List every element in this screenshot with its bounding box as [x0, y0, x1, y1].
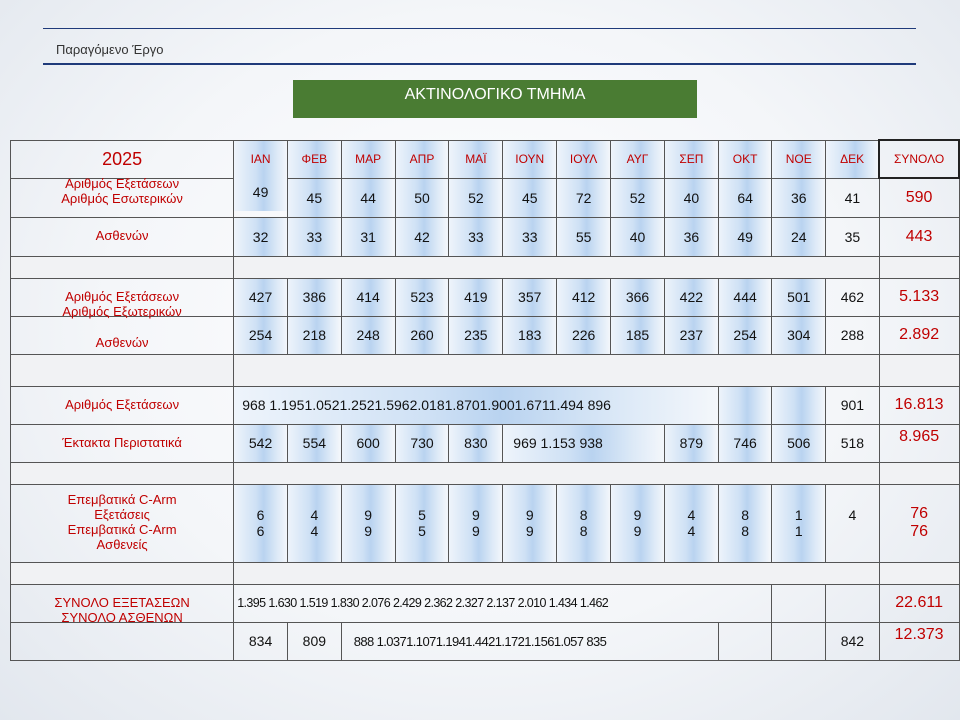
- data-cell: 50: [395, 178, 449, 217]
- year-cell: 2025: [11, 140, 234, 178]
- data-cell: 55: [557, 217, 611, 256]
- data-cell: 44: [341, 178, 395, 217]
- row-label-text: Εξετάσεις: [94, 507, 150, 523]
- data-cell: [341, 484, 395, 562]
- month-header: ΔΕΚ: [826, 140, 880, 178]
- row-label: [11, 484, 234, 562]
- month-header: ΜΑΪ: [449, 140, 503, 178]
- row-label: [11, 278, 234, 319]
- data-cell: 237: [664, 316, 718, 354]
- data-cell: 444: [718, 278, 772, 316]
- carm-patients-value: 4: [687, 523, 696, 539]
- data-cell: 52: [449, 178, 503, 217]
- carm-exams-value: 5: [418, 507, 426, 523]
- data-cell: 33: [503, 217, 557, 256]
- row-label: [11, 175, 234, 217]
- total-cell: 5.133: [879, 278, 959, 316]
- data-cell: 36: [664, 217, 718, 256]
- data-cell: 523: [395, 278, 449, 316]
- emergency-exams-values: 968 1.1951.0521.2521.5962.0181.8701.9001.6711.494 896: [234, 386, 719, 424]
- table-row: [11, 217, 960, 256]
- data-cell: 834: [234, 622, 288, 660]
- data-cell: 969 1.153 938: [503, 424, 665, 462]
- data-cell: 842: [826, 622, 880, 660]
- data-cell: [287, 484, 341, 562]
- data-cell: 600: [341, 424, 395, 462]
- data-cell: 72: [557, 178, 611, 217]
- data-cell: [772, 484, 826, 562]
- row-label-text: Αριθμός Εξετάσεων: [65, 289, 180, 305]
- data-cell: 901: [826, 386, 880, 424]
- spacer-row: [11, 562, 960, 584]
- row-label: [11, 622, 234, 660]
- data-cell: 248: [341, 316, 395, 354]
- data-cell: 422: [664, 278, 718, 316]
- carm-exams-value: 8: [579, 507, 588, 523]
- carm-exams-value: 4: [687, 507, 696, 523]
- header-row: [11, 140, 960, 178]
- data-cell: 746: [718, 424, 772, 462]
- data-cell: 40: [611, 217, 665, 256]
- row-label: Έκτακτα Περιστατικά: [11, 424, 234, 462]
- data-cell: 183: [503, 316, 557, 354]
- data-cell: 32: [234, 217, 288, 256]
- carm-patients-value: 9: [471, 523, 480, 539]
- data-cell: 49: [718, 217, 772, 256]
- total-cell: 16.813: [879, 386, 959, 424]
- total-cell: [879, 622, 959, 660]
- carm-patients-value: 1: [794, 523, 803, 539]
- month-header: ΟΚΤ: [718, 140, 772, 178]
- row-label-text: Επεμβατικά C-Arm: [67, 522, 177, 537]
- data-cell: [826, 584, 880, 622]
- data-cell: 501: [772, 278, 826, 316]
- carm-patients-value: 6: [256, 523, 265, 539]
- carm-exams-value: 1: [794, 507, 803, 523]
- carm-exams-value: 4: [848, 507, 857, 523]
- data-cell: 879: [664, 424, 718, 462]
- table-row: [11, 316, 960, 354]
- table-row: [11, 484, 960, 562]
- table-row: [11, 584, 960, 622]
- carm-exams-value: 4: [310, 507, 319, 523]
- total-cell-text: 8.965: [899, 428, 940, 445]
- data-cell: 554: [287, 424, 341, 462]
- carm-exams-value: 8: [741, 507, 749, 523]
- data-cell: 40: [664, 178, 718, 217]
- data-cell: [234, 484, 288, 562]
- data-cell: 419: [449, 278, 503, 316]
- data-cell: 31: [341, 217, 395, 256]
- total-cell-text: 12.373: [894, 626, 944, 643]
- data-cell: [718, 484, 772, 562]
- carm-patients-value: 9: [633, 523, 642, 539]
- page-subtitle: Παραγόμενο Έργο: [56, 42, 164, 57]
- row-label: [11, 316, 234, 354]
- carm-exams-value: 9: [525, 507, 534, 523]
- total-cell: 22.611: [879, 584, 959, 622]
- data-cell: 218: [287, 316, 341, 354]
- carm-exams-value: 9: [364, 507, 373, 523]
- carm-total-patients: 76: [910, 523, 928, 540]
- row-label: Αριθμός Εξετάσεων: [11, 386, 234, 424]
- data-cell: [611, 484, 665, 562]
- data-cell: 366: [611, 278, 665, 316]
- spacer-row: [11, 354, 960, 386]
- total-cell: [879, 484, 959, 562]
- row-label-text: Ασθενών: [95, 334, 149, 350]
- data-cell: 254: [718, 316, 772, 354]
- row-label-text: Αριθμός Εσωτερικών: [61, 190, 183, 206]
- row-label: [11, 584, 234, 625]
- total-patients-values: 888 1.0371.1071.1941.4421.1721.1561.057 835: [341, 622, 718, 660]
- data-cell: 288: [826, 316, 880, 354]
- data-cell: [449, 484, 503, 562]
- carm-exams-value: 6: [256, 507, 265, 523]
- carm-patients-value: 9: [364, 523, 373, 539]
- month-header: ΣΕΠ: [664, 140, 718, 178]
- data-cell: 414: [341, 278, 395, 316]
- data-cell: 357: [503, 278, 557, 316]
- department-banner: ΑΚΤΙΝΟΛΟΓΙΚΟ ΤΜΗΜΑ: [293, 80, 697, 118]
- data-cell: 506: [772, 424, 826, 462]
- table-row: [11, 278, 960, 316]
- data-cell: 41: [826, 178, 880, 217]
- month-header: ΑΥΓ: [611, 140, 665, 178]
- table-row: [11, 622, 960, 660]
- month-header: ΙΟΥΛ: [557, 140, 611, 178]
- carm-exams-value: 9: [471, 507, 480, 523]
- row-label: Ασθενών: [11, 217, 234, 256]
- data-cell: 33: [449, 217, 503, 256]
- row-label-text: ΣΥΝΟΛΟ ΑΣΘΕΝΩΝ: [61, 610, 183, 625]
- data-cell: [772, 386, 826, 424]
- total-header: ΣΥΝΟΛΟ: [879, 140, 959, 178]
- total-cell: [879, 424, 959, 462]
- data-cell: 427: [234, 278, 288, 316]
- data-cell: [503, 484, 557, 562]
- data-cell: 830: [449, 424, 503, 462]
- month-header: ΜΑΡ: [341, 140, 395, 178]
- total-cell: 590: [879, 178, 959, 217]
- statistics-table: [10, 139, 960, 661]
- data-cell: 730: [395, 424, 449, 462]
- row-label-text: Αριθμός Εξωτερικών: [62, 304, 182, 319]
- data-cell: 809: [287, 622, 341, 660]
- data-cell: 45: [503, 178, 557, 217]
- data-cell: 42: [395, 217, 449, 256]
- carm-exams-value: 9: [633, 507, 642, 523]
- data-cell: 64: [718, 178, 772, 217]
- data-cell: 36: [772, 178, 826, 217]
- month-header: ΝΟΕ: [772, 140, 826, 178]
- data-cell: 542: [234, 424, 288, 462]
- bottom-rule: [43, 63, 916, 65]
- row-label-text: Επεμβατικά C-Arm: [67, 492, 177, 508]
- data-cell: 24: [772, 217, 826, 256]
- data-cell: [395, 484, 449, 562]
- data-cell: 412: [557, 278, 611, 316]
- total-cell: 2.892: [879, 316, 959, 354]
- data-cell: 260: [395, 316, 449, 354]
- data-cell: 35: [826, 217, 880, 256]
- data-cell: 386: [287, 278, 341, 316]
- month-header: ΑΠΡ: [395, 140, 449, 178]
- data-cell: 33: [287, 217, 341, 256]
- total-exams-values: 1.395 1.630 1.519 1.830 2.076 2.429 2.362 2.327 2.137 2.010 1.434 1.462: [234, 584, 772, 622]
- month-header: ΦΕΒ: [287, 140, 341, 178]
- carm-patients-value: 5: [418, 523, 426, 539]
- data-cell: 254: [234, 316, 288, 354]
- data-cell: 462: [826, 278, 880, 316]
- row-label-text: ΣΥΝΟΛΟ ΕΞΕΤΑΣΕΩΝ: [54, 595, 190, 611]
- data-cell: 235: [449, 316, 503, 354]
- data-cell: 185: [611, 316, 665, 354]
- carm-patients-value: 8: [741, 523, 749, 539]
- data-cell: 49: [234, 172, 288, 211]
- carm-total-exams: 76: [910, 505, 928, 522]
- data-cell: 52: [611, 178, 665, 217]
- data-cell: [718, 386, 772, 424]
- data-cell: 518: [826, 424, 880, 462]
- row-label-text: Αριθμός Εξετάσεων: [65, 175, 180, 191]
- data-cell: [557, 484, 611, 562]
- carm-patients-value: 4: [310, 523, 319, 539]
- carm-patients-value: 9: [525, 523, 534, 539]
- data-cell: 304: [772, 316, 826, 354]
- data-cell: [826, 484, 880, 562]
- carm-patients-value: 8: [579, 523, 588, 539]
- data-cell: [718, 622, 772, 660]
- table-row: [11, 178, 960, 217]
- top-rule: [43, 28, 916, 29]
- table-row: [11, 424, 960, 462]
- data-cell: [772, 622, 826, 660]
- data-cell: 45: [287, 178, 341, 217]
- table-row: [11, 386, 960, 424]
- row-label-text: Ασθενείς: [96, 536, 148, 552]
- spacer-row: [11, 256, 960, 278]
- data-cell: [772, 584, 826, 622]
- month-header: ΙΟΥΝ: [503, 140, 557, 178]
- data-cell: 226: [557, 316, 611, 354]
- data-cell: [664, 484, 718, 562]
- spacer-row: [11, 462, 960, 484]
- total-cell: 443: [879, 217, 959, 256]
- month-header: ΙΑΝ: [234, 140, 288, 178]
